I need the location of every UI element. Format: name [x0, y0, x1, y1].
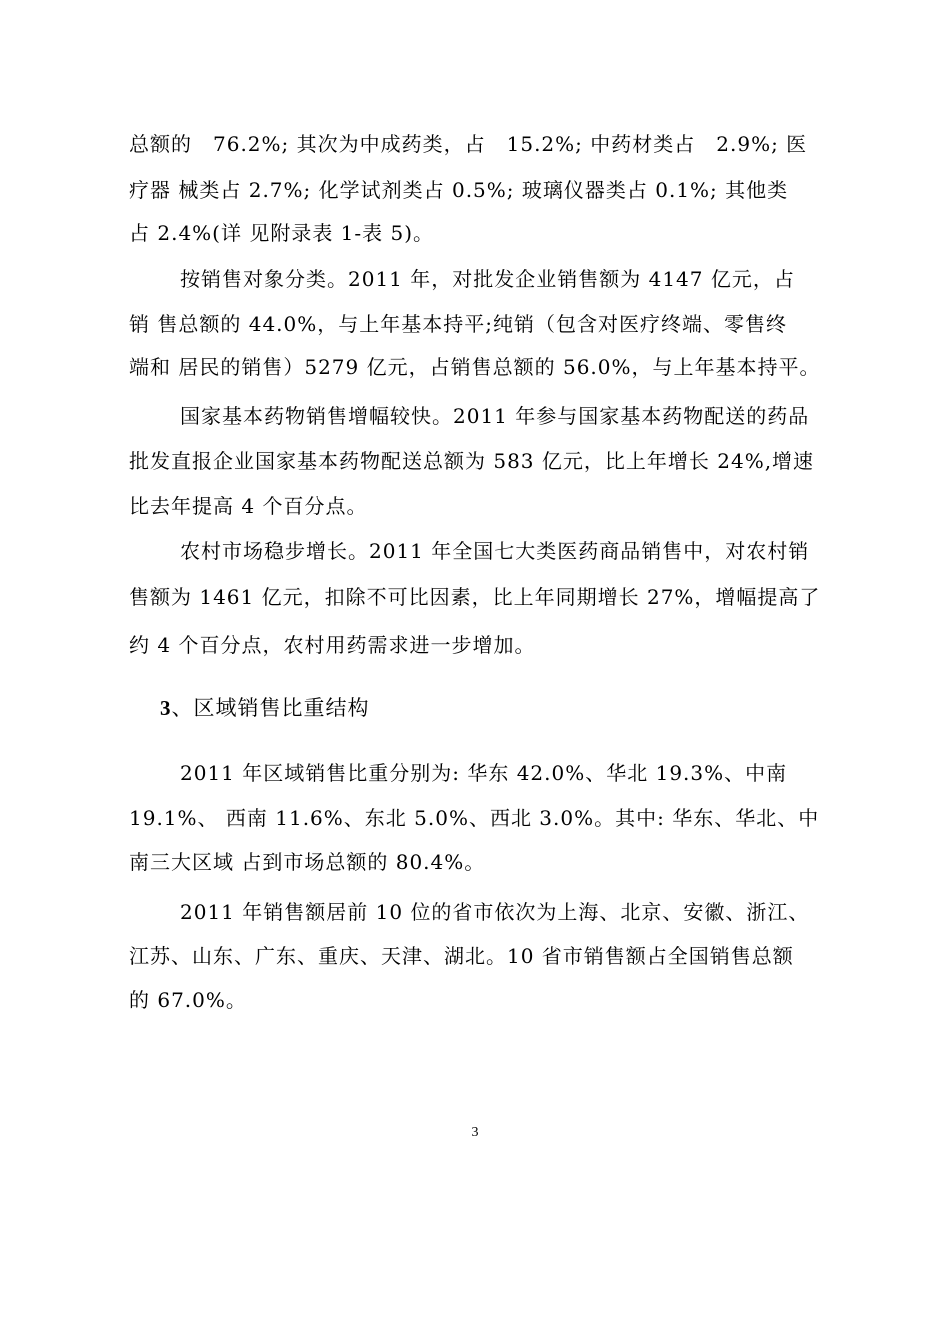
- text-line: 国家基本药物销售增幅较快。2011 年参与国家基本药物配送的药品: [180, 404, 810, 428]
- text-line: 农村市场稳步增长。2011 年全国七大类医药商品销售中，对农村销: [180, 539, 810, 563]
- text-line: 端和 居民的销售）5279 亿元，占销售总额的 56.0%，与上年基本持平。: [129, 355, 821, 379]
- text-line: 19.1%、 西南 11.6%、东北 5.0%、西北 3.0%。其中: 华东、华北、中: [129, 806, 820, 830]
- text-line: 比去年提高 4 个百分点。: [129, 494, 368, 518]
- text-line: 总额的 76.2%; 其次为中成药类，占 15.2%; 中药材类占 2.9%; 医: [129, 132, 808, 156]
- text-line: 约 4 个百分点，农村用药需求进一步增加。: [129, 633, 536, 657]
- text-line: 2011 年销售额居前 10 位的省市依次为上海、北京、安徽、浙江、: [180, 900, 810, 924]
- text-line: 江苏、山东、广东、重庆、天津、湖北。10 省市销售额占全国销售总额: [129, 944, 794, 968]
- text-line: 批发直报企业国家基本药物配送总额为 583 亿元，比上年增长 24%,增速: [129, 449, 815, 473]
- text-line: 的 67.0%。: [129, 988, 247, 1012]
- text-line: 2011 年区域销售比重分别为: 华东 42.0%、华北 19.3%、中南: [180, 761, 788, 785]
- section-number: 3: [160, 696, 172, 720]
- text-line: 按销售对象分类。2011 年，对批发企业销售额为 4147 亿元，占: [180, 267, 795, 291]
- text-line: 疗器 械类占 2.7%; 化学试剂类占 0.5%; 玻璃仪器类占 0.1%; 其他类: [129, 178, 789, 202]
- text-line: 销 售总额的 44.0%，与上年基本持平;纯销（包含对医疗终端、零售终: [129, 312, 787, 336]
- section-title: 、区域销售比重结构: [171, 696, 370, 720]
- page-number: 3: [471, 1125, 479, 1140]
- text-line: 占 2.4%(详 见附录表 1-表 5)。: [129, 221, 435, 245]
- section-heading: [160, 695, 370, 721]
- text-line: 南三大区域 占到市场总额的 80.4%。: [129, 850, 486, 874]
- text-line: 售额为 1461 亿元，扣除不可比因素，比上年同期增长 27%，增幅提高了: [129, 585, 821, 609]
